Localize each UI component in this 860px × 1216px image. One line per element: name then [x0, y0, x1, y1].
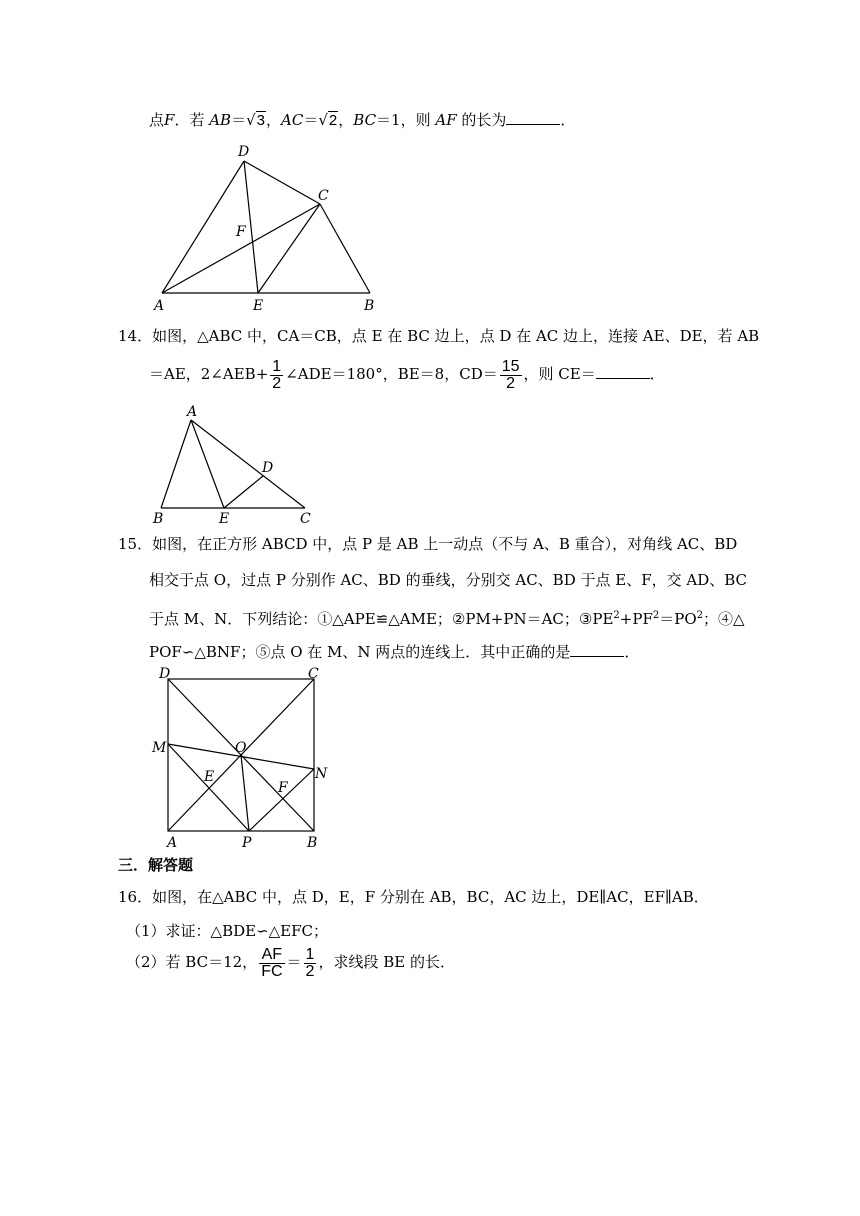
q16-line1: 16．如图，在△ABC 中，点 D，E，F 分别在 AB，BC，AC 边上，DE∥AC，EF∥AB．	[118, 888, 709, 906]
label-C: C	[318, 188, 329, 204]
label-B: B	[307, 835, 318, 851]
label-D: D	[238, 144, 250, 160]
answer-blank	[506, 110, 560, 125]
figure-q15	[145, 666, 345, 851]
section-heading: 三．解答题	[118, 857, 194, 874]
q15-line1: 15．如图，在正方形 ABCD 中，点 P 是 AB 上一动点（不与 A、B 重合），对角线 AC、BD	[118, 535, 738, 553]
figure-q14	[145, 402, 325, 527]
q15-line3: 于点 M、N．下列结论：①△APE≌△AME；②PM+PN＝AC；$③PE^2+PF^2=PO^2$；④△	[149, 610, 745, 628]
label-P: P	[242, 835, 252, 851]
q14-line2: ＝AE，2∠AEB+ $\frac{1}{2}$ ∠ADE＝180°，BE＝8，CD＝ $\frac{15}{2}$ ，则 CE＝ ．	[149, 357, 665, 392]
label-A: A	[187, 404, 198, 420]
fraction-af-fc: $\frac{AF}{FC}$	[261, 945, 283, 980]
q16-part2: （2）若 BC＝12， $\frac{AF}{FC}$ ＝ $\frac{1}{2}$ ，求线段 BE 的长．	[126, 945, 455, 980]
figure-q13	[140, 140, 390, 315]
label-B: B	[364, 298, 375, 314]
answer-blank	[570, 642, 624, 657]
label-B: B	[153, 511, 164, 527]
fraction-half: $\frac{1}{2}$	[272, 357, 282, 392]
label-A: A	[154, 298, 165, 314]
fraction-cd: $\frac{15}{2}$	[501, 357, 520, 392]
label-A: A	[167, 835, 178, 851]
label-E: E	[204, 769, 215, 785]
label-F: F	[236, 224, 246, 240]
q15-line2: 相交于点 O，过点 P 分别作 AC、BD 的垂线，分别交 AC、BD 于点 E、F，交 AD、BC	[149, 571, 748, 589]
label-C: C	[300, 511, 311, 527]
answer-blank	[596, 364, 650, 379]
q13-text: 点F．若 AB＝√3，AC＝√2，BC＝1，则 AF 的长为 ．	[149, 111, 576, 129]
q14-line1: 14．如图，△ABC 中，CA＝CB，点 E 在 BC 边上，点 D 在 AC 边上，连接 AE、DE，若 AB	[118, 327, 760, 345]
label-E: E	[253, 298, 264, 314]
label-O: O	[235, 740, 247, 756]
q15-line4: POF∽△BNF；⑤点 O 在 M、N 两点的连线上．其中正确的是 ．	[149, 643, 640, 661]
label-N: N	[315, 766, 328, 782]
label-M: M	[152, 740, 167, 756]
label-E: E	[219, 511, 230, 527]
label-F: F	[278, 780, 288, 796]
fraction-half: $\frac{1}{2}$	[305, 945, 315, 980]
sqrt-2: √2	[318, 111, 338, 129]
label-C: C	[308, 666, 319, 682]
q16-part1: （1）求证：△BDE∽△EFC；	[126, 922, 329, 940]
label-D: D	[159, 666, 171, 682]
sqrt-3: √3	[246, 111, 265, 129]
label-D: D	[262, 460, 274, 476]
